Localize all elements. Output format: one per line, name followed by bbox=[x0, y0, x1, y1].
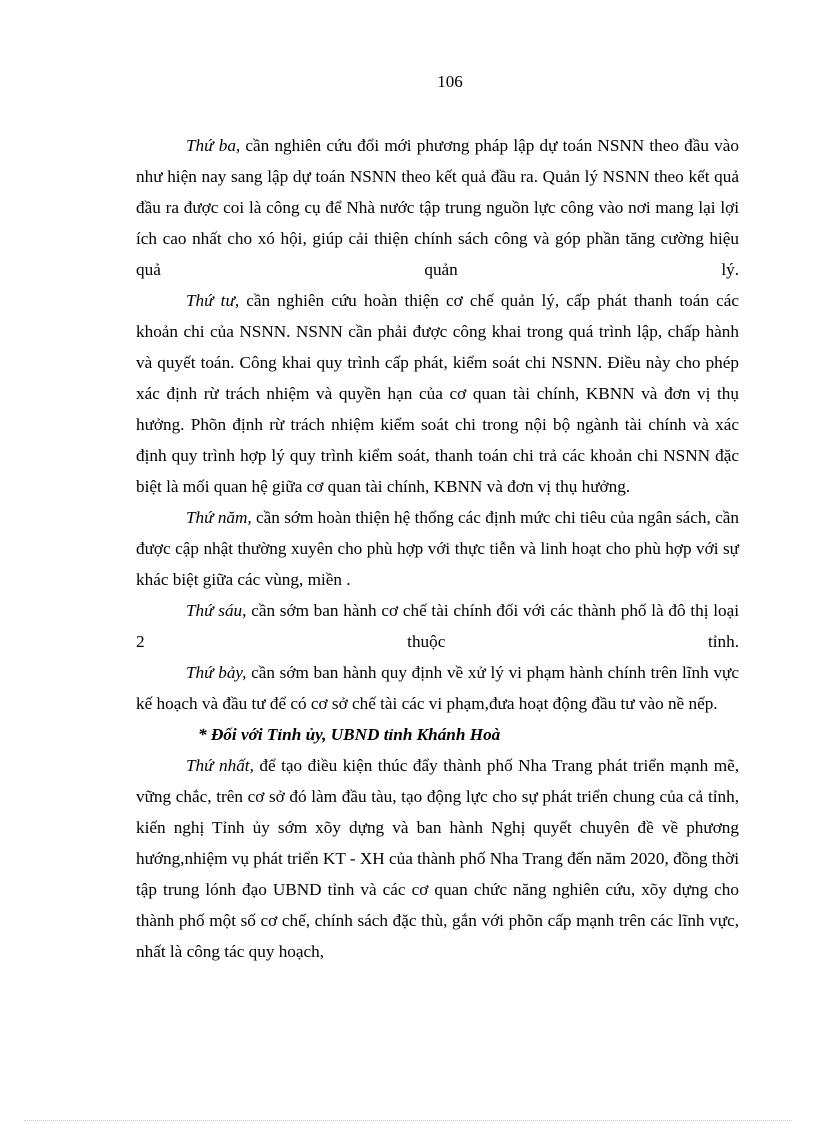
section-heading: * Đối với Tỉnh ủy, UBND tỉnh Khánh Hoà bbox=[198, 725, 501, 744]
page-bottom-border bbox=[24, 1120, 792, 1121]
document-body bbox=[136, 130, 739, 967]
paragraph-thu-bay bbox=[136, 657, 739, 719]
paragraph-text: cần sớm ban hành cơ chế tài chính đối với các thành phố là đô thị loại 2 thuộc tỉnh. bbox=[136, 601, 739, 651]
paragraph-text: cần nghiên cứu hoàn thiện cơ chế quản lý, cấp phát thanh toán các khoản chi của NSNN. NSNN cần phải được công khai trong quá trình lập, chấp hành và quyết toán. Công khai quy trình cấp phát, kiểm soát chi NSNN. Điều này cho phép xác định rừ trách nhiệm và quyền hạn của cơ quan tài chính, KBNN và đơn vị thụ hưởng. Phõn định rừ trách nhiệm kiểm soát chi trong nội bộ ngành tài chính và xác định quy trình hợp lý quy trình kiểm soát, thanh toán chi trả các khoản chi NSNN đặc biệt là mối quan hệ giữa cơ quan tài chính, KBNN và đơn vị thụ hưởng. bbox=[136, 291, 739, 496]
paragraph-lead: Thứ năm, bbox=[186, 508, 252, 527]
paragraph-thu-nhat bbox=[136, 750, 739, 967]
paragraph-lead: Thứ nhất, bbox=[186, 756, 254, 775]
paragraph-text: cần sớm hoàn thiện hệ thống các định mức chi tiêu của ngân sách, cần được cập nhật thường xuyên cho phù hợp với thực tiễn và linh hoạt cho phù hợp với sự khác biệt giữa các vùng, miền . bbox=[136, 508, 739, 589]
paragraph-lead: Thứ ba, bbox=[186, 136, 241, 155]
paragraph-thu-ba bbox=[136, 130, 739, 285]
paragraph-text: để tạo điều kiện thúc đẩy thành phố Nha Trang phát triển mạnh mẽ, vững chắc, trên cơ sở đó làm đầu tàu, tạo động lực cho sự phát triển chung của cả tỉnh, kiến nghị Tỉnh ủy sớm xõy dựng và ban hành Nghị quyết chuyên đề về phương hướng,nhiệm vụ phát triển KT - XH của thành phố Nha Trang đến năm 2020, đồng thời tập trung lónh đạo UBND tỉnh và các cơ quan chức năng nghiên cứu, xõy dựng cho thành phố một số cơ chế, chính sách đặc thù, gắn với phõn cấp mạnh trên các lĩnh vực, nhất là công tác quy hoạch, bbox=[136, 756, 739, 961]
paragraph-text: cần nghiên cứu đổi mới phương pháp lập dự toán NSNN theo đầu vào như hiện nay sang lập dự toán NSNN theo kết quả đầu ra. Quản lý NSNN theo kết quả đầu ra được coi là công cụ để Nhà nước tập trung nguồn lực công vào nơi mang lại lợi ích cao nhất cho xó hội, giúp cải thiện chính sách công và góp phần tăng cường hiệu quả quản lý. bbox=[136, 136, 740, 279]
page-number: 106 bbox=[437, 72, 463, 91]
paragraph-thu-sau bbox=[136, 595, 739, 657]
paragraph-lead: Thứ tư, bbox=[186, 291, 240, 310]
paragraph-lead: Thứ sáu, bbox=[186, 601, 247, 620]
paragraph-text: cần sớm ban hành quy định về xử lý vi phạm hành chính trên lĩnh vực kế hoạch và đầu tư để có cơ sở chế tài các vi phạm,đưa hoạt động đầu tư vào nề nếp. bbox=[136, 663, 739, 713]
paragraph-lead: Thứ bảy, bbox=[186, 663, 247, 682]
paragraph-thu-nam bbox=[136, 502, 739, 595]
paragraph-thu-tu bbox=[136, 285, 739, 502]
